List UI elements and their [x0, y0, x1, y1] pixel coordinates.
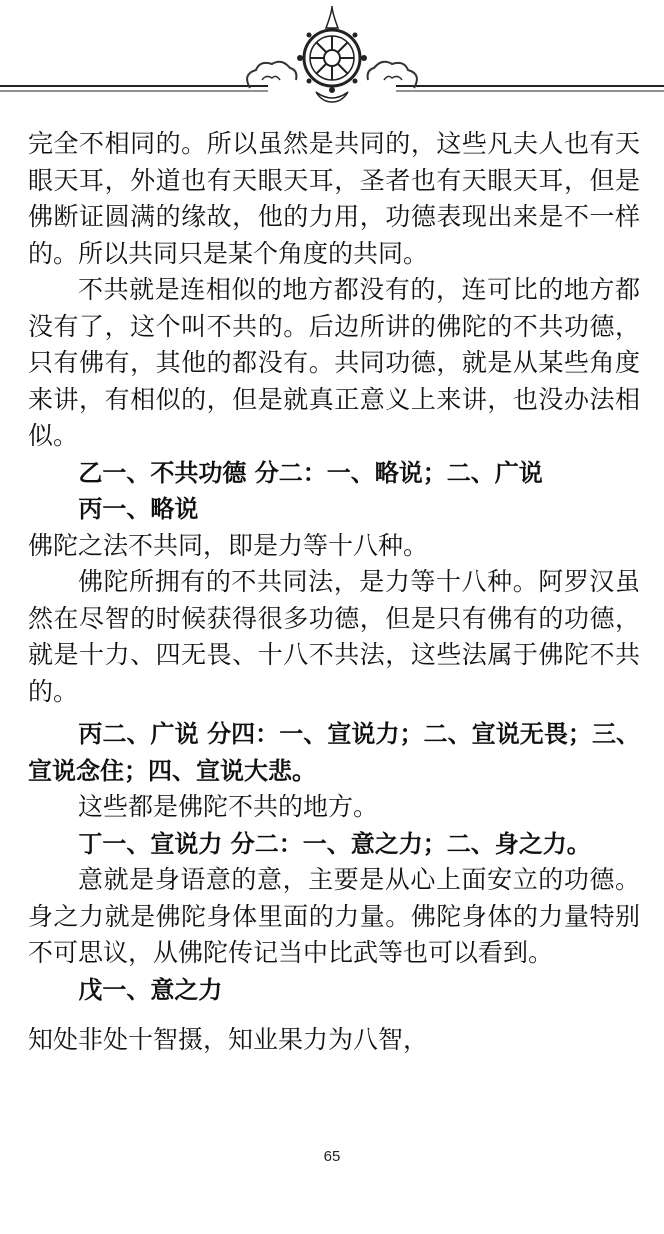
verse: 佛陀之法不共同，即是力等十八种。: [28, 530, 429, 560]
paragraph: 这些都是佛陀不共的地方。: [78, 792, 379, 821]
paragraph: 完全不相同的。所以虽然是共同的，这些凡夫人也有天眼天耳，外道也有天眼天耳，圣者也有天眼天耳，但是佛断证圆满的缘故，他的力用，功德表现出来是不一样的。所以共同只是某个角度的共同。: [28, 129, 640, 268]
section-heading: 戊一、意之力: [78, 975, 223, 1004]
section-heading: 丙二、广说 分四：一、宣说力；二、宣说无畏；三、宣说念住；四、宣说大悲。: [28, 720, 640, 785]
verse: 知处非处十智摄，知业果力为八智，: [28, 1025, 429, 1054]
page-body: [28, 126, 640, 1059]
section-heading: 丁一、宣说力 分二：一、意之力；二、身之力。: [78, 829, 591, 858]
dharma-wheel-header-ornament: [0, 0, 664, 110]
page-number: 65: [323, 1148, 341, 1165]
paragraph: 佛陀所拥有的不共同法，是力等十八种。阿罗汉虽然在尽智的时候获得很多功德，但是只有佛有的功德，就是十力、四无畏、十八不共法，这些法属于佛陀不共的。: [28, 567, 640, 706]
section-heading: 乙一、不共功德 分二：一、略说；二、广说: [78, 458, 543, 487]
paragraph: 不共就是连相似的地方都没有的，连可比的地方都没有了，这个叫不共的。后边所讲的佛陀的不共功德，只有佛有，其他的都没有。共同功德，就是从某些角度来讲，有相似的，但是就真正意义上来讲，也没办法相似。: [28, 275, 640, 450]
paragraph: 意就是身语意的意，主要是从心上面安立的功德。身之力就是佛陀身体里面的力量。佛陀身体的力量特别不可思议，从佛陀传记当中比武等也可以看到。: [28, 865, 640, 967]
section-heading: 丙一、略说: [78, 495, 199, 523]
